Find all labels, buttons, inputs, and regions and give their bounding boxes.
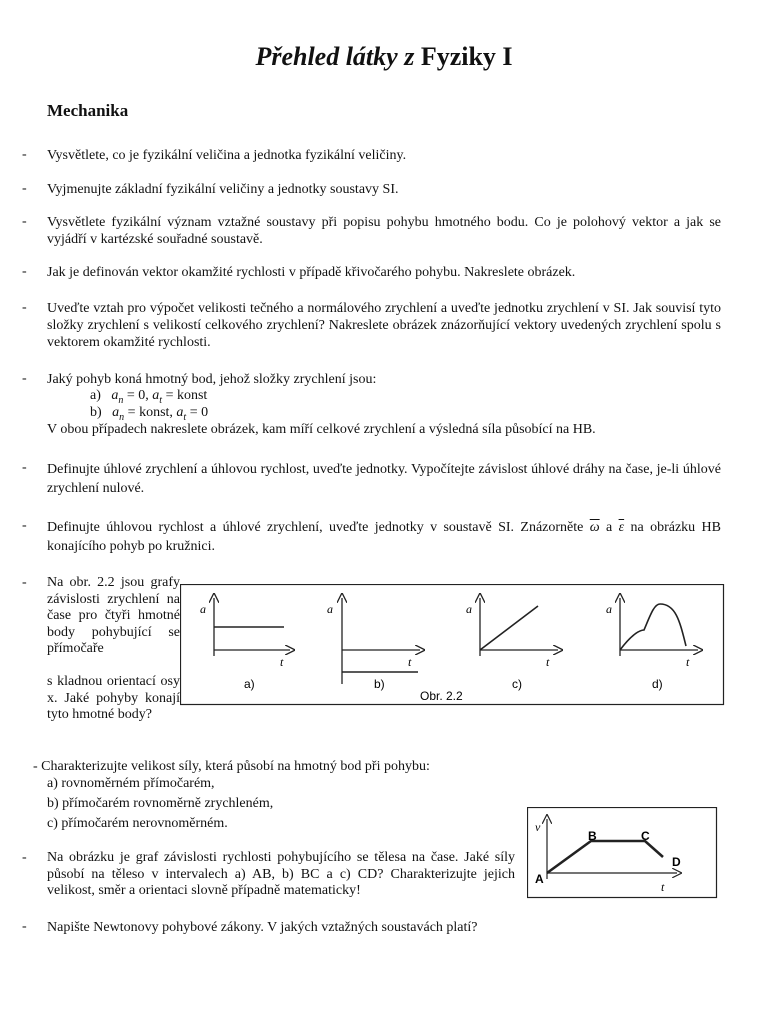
bullet-dash: - (22, 518, 27, 533)
svg-text:a: a (606, 602, 612, 616)
svg-text:a: a (466, 602, 472, 616)
figure-caption: Obr. 2.2 (420, 689, 463, 703)
graph-c-label: c) (512, 677, 522, 691)
question-4: Jak je definován vektor okamžité rychlosti v případě křivočarého pohybu. Nakreslete obrázek. (47, 265, 576, 280)
svg-text:t: t (280, 655, 284, 669)
bullet-dash: - (22, 919, 27, 934)
question-6-tail: V obou případech nakreslete obrázek, kam míří celkové zrychlení a výsledná síla působící na HB. (47, 422, 596, 437)
title-bold: Fyziky I (420, 42, 513, 71)
figure-2-2 (180, 584, 725, 706)
question-1: Vysvětlete, co je fyzikální veličina a jednotka fyzikální veličiny. (47, 148, 407, 163)
point-d: D (672, 855, 681, 869)
bullet-dash: - (22, 371, 27, 386)
svg-text:t: t (546, 655, 550, 669)
figure-frame (181, 585, 724, 705)
graph-d-label: d) (652, 677, 663, 691)
graph-b (327, 598, 420, 691)
title-italic: Přehled látky z (255, 42, 415, 71)
svg-text:t: t (686, 655, 690, 669)
svg-text:t: t (661, 880, 665, 894)
svg-text:a: a (327, 602, 333, 616)
forces-b: b) přímočarém rovnoměrně zrychleném, (47, 796, 274, 811)
graph-c (466, 598, 558, 691)
question-2: Vyjmenujte základní fyzikální veličiny a jednotky soustavy SI. (47, 182, 399, 197)
graph-a-label: a) (244, 677, 255, 691)
question-8: Definujte úhlovou rychlost a úhlové zrychlení, uveďte jednotky v soustavě SI. Znázorněte $\overline{\omega}$ a $\overline{\varepsilon}$ na obrázku HB konajícího pohyb po kružnici. (47, 520, 721, 554)
velocity-curve (547, 841, 663, 873)
question-6-case-a: a) $a_n = 0$, $a_t$ = konst (90, 388, 208, 406)
question-5: Uveďte vztah pro výpočet velikosti tečného a normálového zrychlení a uveďte jednotku zrychlení v SI. Jak souvisí tyto složky zrychlení s velikostí celkového zrychlení? Nakreslete obrázek znázorňující vektory uvedených zrychlení spolu s vektorem okamžité rychlosti. (47, 301, 721, 350)
point-a: A (535, 872, 544, 886)
bullet-dash: - (22, 147, 27, 162)
graph-d (606, 598, 698, 691)
question-10: Na obrázku je graf závislosti rychlosti pohybujícího se tělesa na čase. Jaké síly působí na těleso v intervalech a) AB, b) BC a c) CD? Charakterizujte jejich velikost, směr a orientaci slovně případně matematicky! (47, 850, 515, 898)
bullet-dash: - (22, 300, 27, 315)
question-11: Napište Newtonovy pohybové zákony. V jakých vztažných soustavách platí? (47, 920, 478, 935)
question-6-case-b: b) $a_n$ = konst, $a_t = 0$ (90, 405, 209, 423)
question-3: Vysvětlete fyzikální význam vztažné soustavy při popisu pohybu hmotného bodu. Co je polohový vektor a jak se vyjádří v kartézské souřadné soustavě. (47, 215, 721, 247)
svg-text:a: a (200, 602, 206, 616)
bullet-dash: - (22, 575, 27, 590)
svg-text:v: v (535, 820, 541, 834)
bullet-dash: - (22, 264, 27, 279)
question-9-cont: s kladnou orientací osy x. Jaké pohyby konají tyto hmotné body? (47, 674, 180, 723)
bullet-dash: - (22, 460, 27, 475)
velocity-time-graph (527, 807, 718, 899)
question-7: Definujte úhlové zrychlení a úhlovou rychlost, uveďte jednotky. Vypočítejte závislost úhlové dráhy na čase, je-li úhlové zrychlení nulové. (47, 462, 721, 496)
forces-intro: - Charakterizujte velikost síly, která působí na hmotný bod při pohybu: (33, 759, 430, 774)
point-c: C (641, 829, 650, 843)
question-6: Jaký pohyb koná hmotný bod, jehož složky zrychlení jsou: (47, 372, 377, 387)
graph-b-label: b) (374, 677, 385, 691)
svg-text:t: t (408, 655, 412, 669)
bullet-dash: - (22, 214, 27, 229)
forces-c: c) přímočarém nerovnoměrném. (47, 816, 228, 831)
point-b: B (588, 829, 597, 843)
graph-a (200, 598, 290, 691)
forces-a: a) rovnoměrném přímočarém, (47, 776, 215, 791)
bullet-dash: - (22, 181, 27, 196)
bullet-dash: - (22, 850, 27, 865)
page-title (0, 42, 768, 72)
epsilon-vector: $\overline{\varepsilon}$ (618, 520, 625, 535)
question-9: Na obr. 2.2 jsou grafy závislosti zrychlení na čase pro čtyři hmotné body pohybující se přímočaře (47, 575, 180, 657)
section-heading: Mechanika (47, 101, 129, 120)
omega-vector: $\overline{\omega}$ (589, 520, 600, 535)
graph-frame (528, 808, 717, 898)
